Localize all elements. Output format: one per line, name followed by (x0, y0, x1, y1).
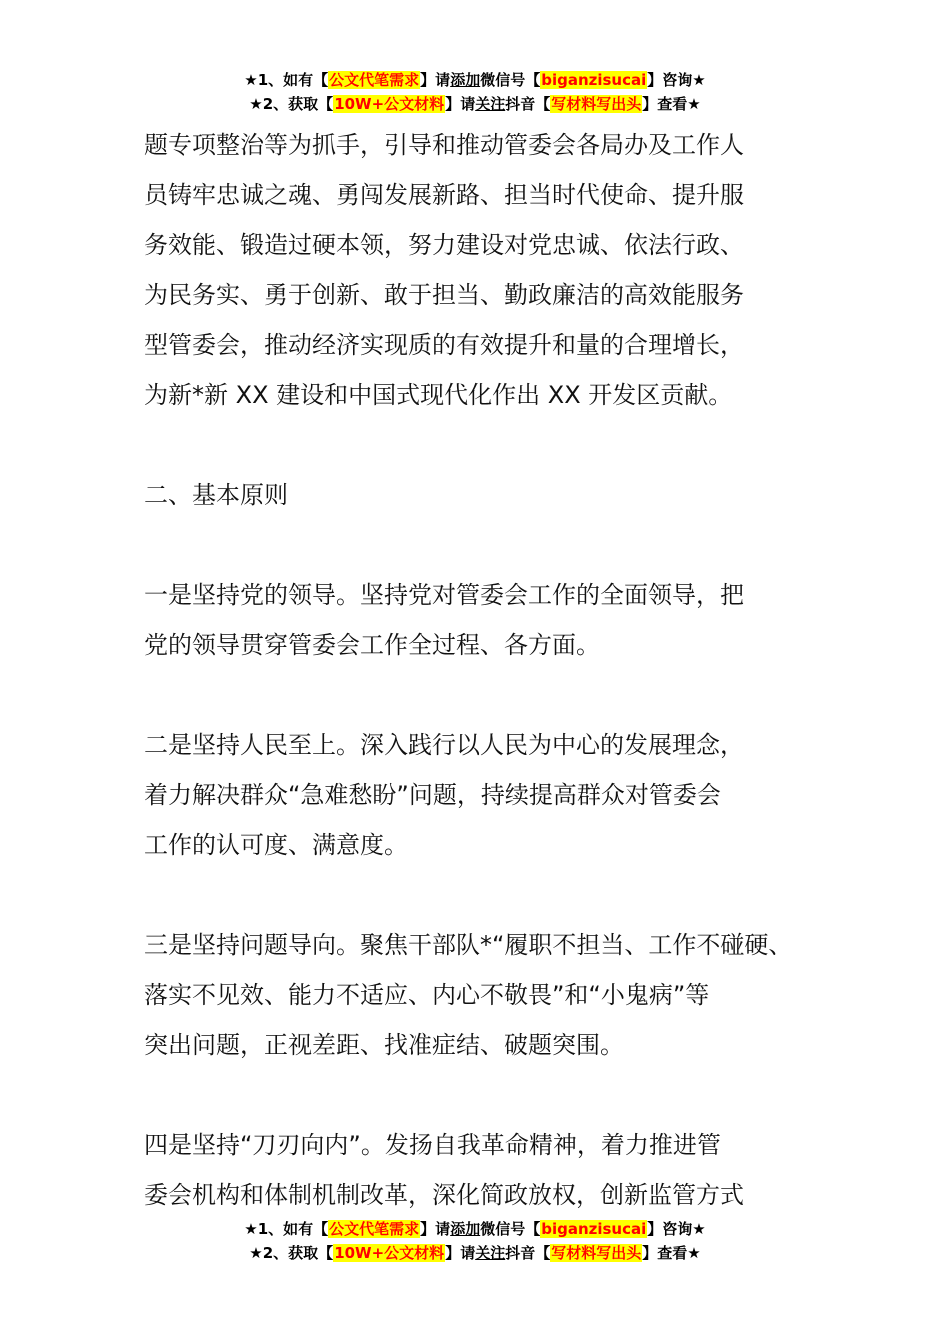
paragraph-line: 二是坚持人民至上。深入践行以人民为中心的发展理念， (144, 731, 744, 759)
paragraph-line: 落实不见效、能力不适应、内心不敬畏”和“小鬼病”等 (144, 981, 710, 1009)
paragraph-line: 突出问题，正视差距、找准症结、破题突围。 (144, 1031, 624, 1059)
banner-text: 抖音【 (505, 95, 551, 113)
document-body (144, 120, 834, 1220)
paragraph-line: 一是坚持党的领导。坚持党对管委会工作的全面领导，把 (144, 581, 744, 609)
paragraph-line: 委会机构和体制机制改革，深化简政放权，创新监管方式 (144, 1181, 744, 1209)
banner-highlight: biganzisucai (541, 71, 647, 89)
banner-underline: 关注 (475, 1244, 506, 1262)
section-heading: 二、基本原则 (144, 481, 288, 509)
banner-text: 】咨询★ (647, 71, 706, 89)
banner-text: 】请 (420, 71, 451, 89)
banner-text: 】查看★ (642, 1244, 701, 1262)
banner-highlight: 公文代笔需求 (329, 1220, 420, 1238)
paragraph-line: 着力解决群众“急难愁盼”问题，持续提高群众对管委会 (144, 781, 721, 809)
paragraph-gap (144, 420, 834, 470)
paragraph-line: 四是坚持“刀刃向内”。发扬自我革命精神，着力推进管 (144, 1131, 721, 1159)
paragraph-line: 题专项整治等为抓手，引导和推动管委会各局办及工作人 (144, 131, 744, 159)
paragraph-line: 员铸牢忠诚之魂、勇闯发展新路、担当时代使命、提升服 (144, 181, 744, 209)
paragraph-gap (144, 670, 834, 720)
banner-text: ★1、如有【 (244, 1220, 329, 1238)
banner-text: ★1、如有【 (244, 71, 329, 89)
banner-highlight: 10W+公文材料 (334, 95, 445, 113)
bottom-banner (0, 1217, 950, 1265)
paragraph-line: 为民务实、勇于创新、敢于担当、勤政廉洁的高效能服务 (144, 281, 744, 309)
top-banner (0, 68, 950, 116)
banner-text: 微信号【 (480, 71, 541, 89)
banner-text: ★2、获取【 (249, 95, 334, 113)
banner-highlight: 写材料写出头 (551, 95, 642, 113)
banner-text: 】查看★ (642, 95, 701, 113)
banner-underline: 添加 (450, 1220, 481, 1238)
paragraph-line: 型管委会，推动经济实现质的有效提升和量的合理增长， (144, 331, 744, 359)
paragraph-line: 为新*新 XX 建设和中国式现代化作出 XX 开发区贡献。 (144, 381, 733, 409)
banner-text: ★2、获取【 (249, 1244, 334, 1262)
paragraph-line: 工作的认可度、满意度。 (144, 831, 408, 859)
banner-text: 抖音【 (505, 1244, 551, 1262)
banner-highlight: 10W+公文材料 (334, 1244, 445, 1262)
paragraph-line: 务效能、锻造过硬本领，努力建设对党忠诚、依法行政、 (144, 231, 744, 259)
banner-text: 】请 (445, 95, 476, 113)
banner-underline: 关注 (475, 95, 506, 113)
banner-highlight: 公文代笔需求 (329, 71, 420, 89)
banner-highlight: biganzisucai (541, 1220, 647, 1238)
banner-text: 微信号【 (480, 1220, 541, 1238)
banner-line-1 (0, 1217, 950, 1241)
banner-line-2 (0, 92, 950, 116)
banner-line-2 (0, 1241, 950, 1265)
banner-text: 】请 (445, 1244, 476, 1262)
banner-underline: 添加 (450, 71, 481, 89)
paragraph-line: 党的领导贯穿管委会工作全过程、各方面。 (144, 631, 600, 659)
banner-highlight: 写材料写出头 (551, 1244, 642, 1262)
paragraph-gap (144, 1070, 834, 1120)
banner-text: 】请 (420, 1220, 451, 1238)
banner-text: 】咨询★ (647, 1220, 706, 1238)
paragraph-gap (144, 870, 834, 920)
banner-line-1 (0, 68, 950, 92)
paragraph-line: 三是坚持问题导向。聚焦干部队*“履职不担当、工作不碰硬、 (144, 931, 793, 959)
paragraph-gap (144, 520, 834, 570)
